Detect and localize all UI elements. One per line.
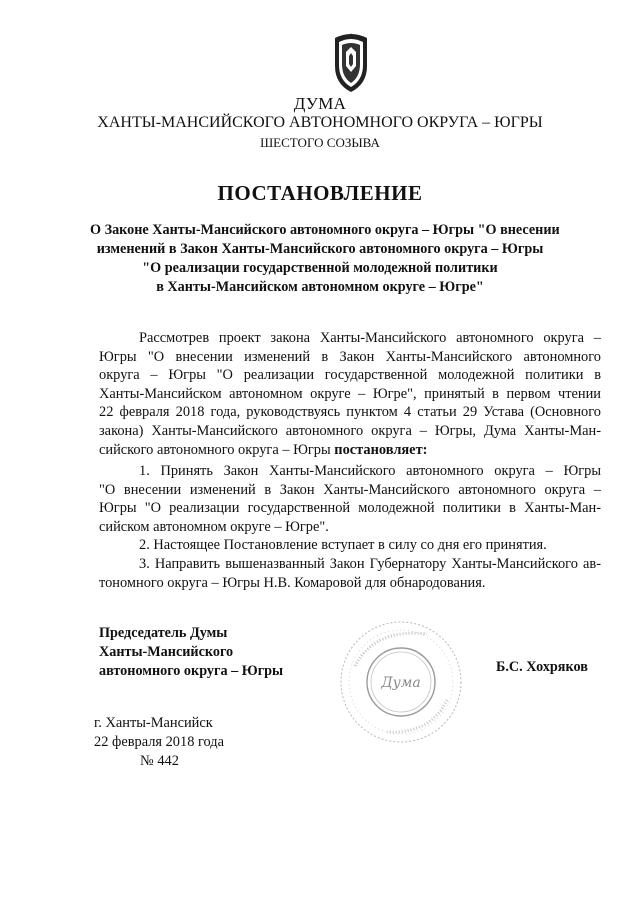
body-line: Рассмотрев проект закона Ханты-Мансийского автономного округа –: [139, 330, 601, 346]
document-number: № 442: [140, 753, 179, 769]
item-line: "О внесении изменений в Закон Ханты-Мансийского автономного округа –: [99, 481, 601, 498]
resolution-keyword: постановляет:: [334, 441, 428, 458]
preamble-paragraph: [99, 329, 601, 459]
organization-name: ДУМА: [293, 94, 347, 113]
official-seal-icon: [335, 616, 467, 748]
title-line: изменений в Закон Ханты-Мансийского автономного округа – Югры: [96, 241, 544, 257]
item-line: сийском автономном округе – Югре".: [99, 518, 329, 535]
issue-details: [94, 714, 224, 771]
resolution-items: [99, 462, 601, 592]
item-line: Югры "О реализации государственной молодежной политики в Ханты-Ман-: [99, 500, 601, 517]
seal-text: Дума: [381, 675, 421, 691]
signatory-title-line: автономного округа – Югры: [99, 663, 284, 679]
document-type: ПОСТАНОВЛЕНИЕ: [217, 181, 423, 205]
organization-region: ХАНТЫ-МАНСИЙСКОГО АВТОНОМНОГО ОКРУГА – ЮГРЫ: [97, 114, 543, 131]
document-title: [90, 221, 560, 297]
body-line: закона) Ханты-Мансийского автономного округа – Югры, Дума Ханты-Ман-: [99, 422, 601, 439]
signatory-title-line: Ханты-Мансийского: [99, 644, 234, 660]
signatory-title-line: Председатель Думы: [99, 625, 228, 641]
signatory-name: Б.С. Хохряков: [496, 659, 588, 675]
item-line: 2. Настоящее Постановление вступает в силу со дня его принятия.: [139, 537, 547, 554]
title-line: в Ханты-Мансийском автономном округе – Югре": [156, 279, 484, 295]
body-line: округа – Югры "О реализации государственной молодежной политики в: [99, 367, 601, 384]
coat-of-arms-icon: [329, 32, 373, 94]
signatory-title: [99, 624, 283, 681]
item-line: 1. Принять Закон Ханты-Мансийского автономного округа – Югры: [139, 463, 601, 479]
item-line: 3. Направить вышеназванный Закон Губернатору Ханты-Мансийского ав-: [139, 555, 601, 572]
body-line: Ханты-Мансийском автономном округе – Югре", принятый в первом чтении: [99, 385, 601, 402]
issue-city: г. Ханты-Мансийск: [94, 715, 213, 731]
title-line: "О реализации государственной молодежной политики: [142, 260, 498, 276]
organization-convocation: ШЕСТОГО СОЗЫВА: [260, 135, 380, 150]
item-line: тономного округа – Югры Н.В. Комаровой для обнародования.: [99, 574, 486, 591]
body-line: Югры "О внесении изменений в Закон Ханты-Мансийского автономного: [99, 348, 601, 365]
issue-date: 22 февраля 2018 года: [94, 734, 225, 750]
body-line-final: [99, 441, 601, 460]
title-line: О Законе Ханты-Мансийского автономного округа – Югры "О внесении: [90, 222, 560, 238]
body-line: сийского автономного округа – Югры: [99, 441, 331, 458]
body-line: 22 февраля 2018 года, руководствуясь пунктом 4 статьи 29 Устава (Основного: [99, 404, 601, 421]
